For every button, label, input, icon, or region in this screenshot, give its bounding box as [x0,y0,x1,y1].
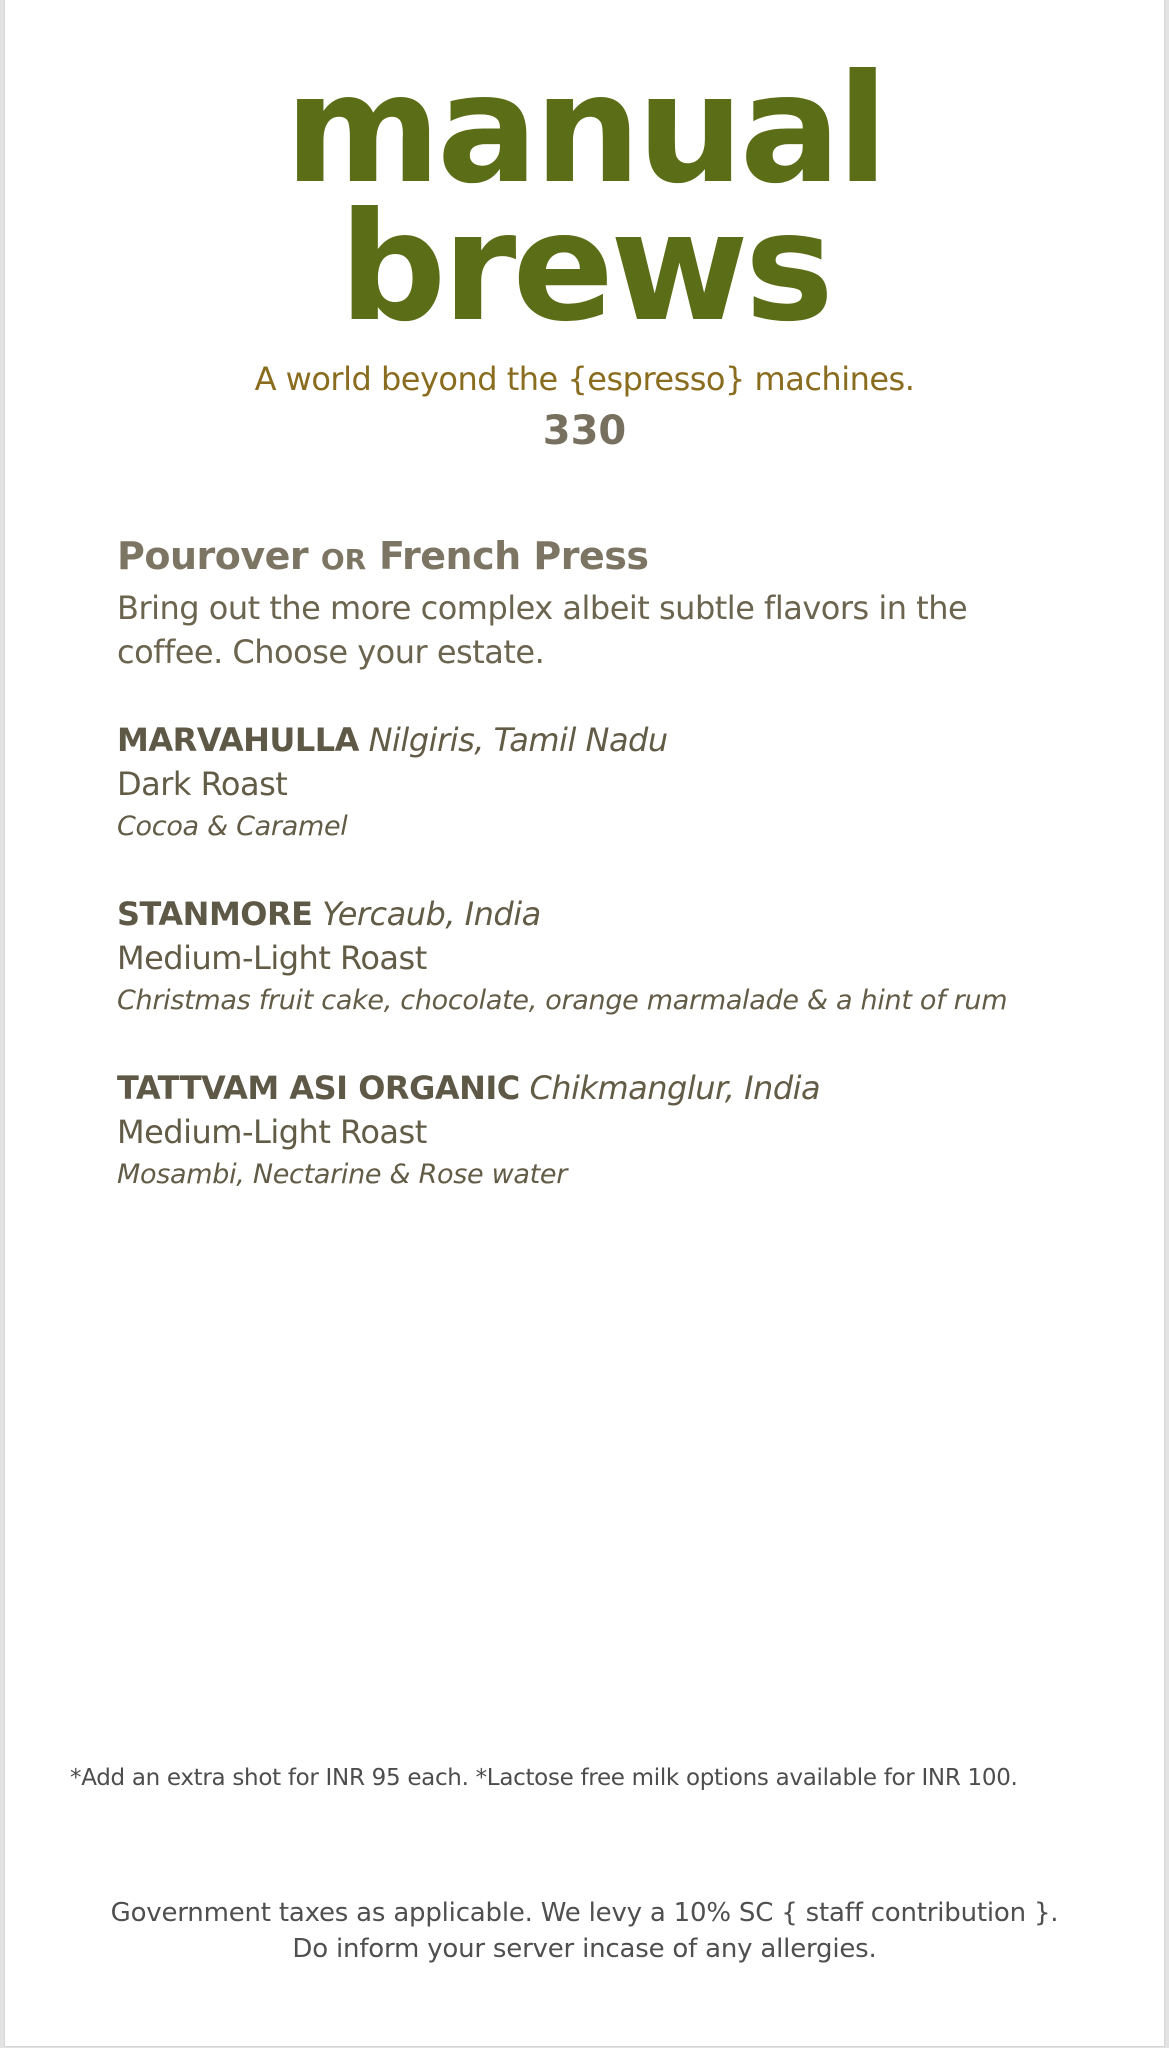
menu-item [117,892,1117,1022]
item-roast: Medium-Light Roast [117,939,427,977]
menu-title-line1: manual [284,43,885,217]
heading-french-press: French Press [378,534,649,578]
legal-line-taxes: Government taxes as applicable. We levy a 10% SC { staff contribution }. [110,1898,1059,1928]
menu-title-line2: brews [339,181,830,355]
item-title-line [117,1066,1117,1110]
item-name: MARVAHULLA [117,721,359,759]
item-roast: Medium-Light Roast [117,1113,427,1151]
heading-or: OR [320,543,367,576]
menu-item [117,1066,1117,1196]
item-origin: Yercaub, India [322,895,541,933]
menu-price: 330 [542,408,627,454]
item-name: TATTVAM ASI ORGANIC [117,1069,520,1107]
item-origin: Nilgiris, Tamil Nadu [368,721,668,759]
item-origin: Chikmanglur, India [529,1069,821,1107]
item-roast: Dark Roast [117,765,288,803]
item-title-line [117,718,1117,762]
footnote: *Add an extra shot for INR 95 each. *Lactose free milk options available for INR 100. [70,1765,1018,1791]
item-notes: Cocoa & Caramel [117,811,348,842]
item-notes: Christmas fruit cake, chocolate, orange marmalade & a hint of rum [117,985,1008,1016]
item-name: STANMORE [117,895,313,933]
menu-content [117,530,1117,1196]
heading-pourover: Pourover [117,534,309,578]
section-heading [117,530,1117,586]
menu-tagline: A world beyond the {espresso} machines. [254,360,915,398]
menu-page [4,0,1165,2047]
section-description: Bring out the more complex albeit subtle flavors in the coffee. Choose your estate. [117,589,968,671]
legal-notice [5,1895,1164,1967]
menu-item [117,718,1117,848]
item-notes: Mosambi, Nectarine & Rose water [117,1159,568,1190]
item-title-line [117,892,1117,936]
legal-line-allergies: Do inform your server incase of any allergies. [292,1934,877,1964]
